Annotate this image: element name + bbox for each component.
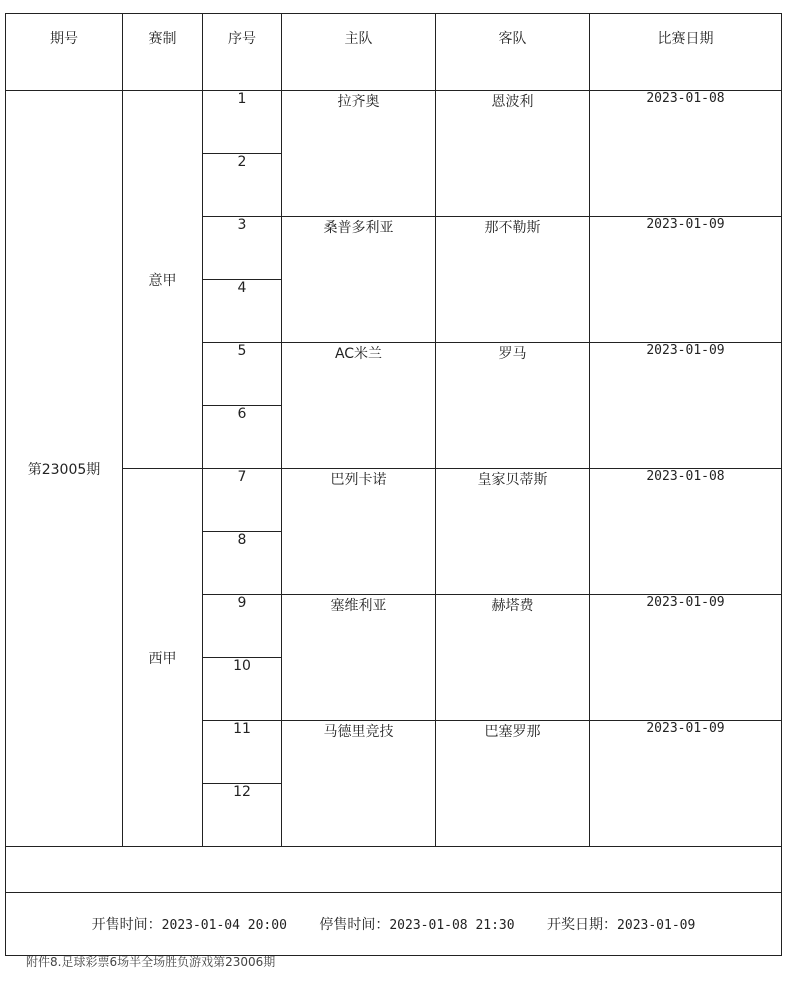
header-away: 客队 (436, 14, 590, 91)
sale-start-value: 2023-01-04 20:00 (161, 918, 287, 933)
header-row (6, 14, 782, 91)
seq-cell: 11 (203, 721, 282, 784)
home-team-cell: AC米兰 (282, 343, 436, 469)
seq-cell: 3 (203, 217, 282, 280)
seq-cell: 4 (203, 280, 282, 343)
header-format: 赛制 (123, 14, 203, 91)
sale-info-cell (6, 893, 782, 956)
attachment-note: 附件8.足球彩票6场半全场胜负游戏第23006期 (26, 955, 276, 969)
seq-cell: 8 (203, 532, 282, 595)
match-date-cell: 2023-01-08 (590, 469, 782, 595)
home-team-cell: 巴列卡诺 (282, 469, 436, 595)
draw-date-label: 开奖日期： (547, 917, 618, 933)
home-team-cell: 塞维利亚 (282, 595, 436, 721)
header-issue: 期号 (6, 14, 123, 91)
seq-cell: 5 (203, 343, 282, 406)
sale-stop-label: 停售时间： (319, 917, 390, 933)
match-schedule-table (5, 13, 782, 956)
league-cell-la-liga: 西甲 (123, 469, 203, 847)
header-home: 主队 (282, 14, 436, 91)
sale-start (92, 914, 287, 934)
match-date-cell: 2023-01-09 (590, 217, 782, 343)
draw-date-value: 2023-01-09 (617, 918, 696, 933)
blank-cell (6, 847, 782, 893)
seq-cell: 2 (203, 154, 282, 217)
draw-date (547, 914, 695, 934)
match-date-cell: 2023-01-09 (590, 343, 782, 469)
seq-cell: 9 (203, 595, 282, 658)
seq-cell: 1 (203, 91, 282, 154)
table-row (6, 91, 782, 154)
table-row (6, 469, 782, 532)
blank-row (6, 847, 782, 893)
seq-cell: 10 (203, 658, 282, 721)
match-date-cell: 2023-01-08 (590, 91, 782, 217)
sale-stop (319, 914, 514, 934)
away-team-cell: 恩波利 (436, 91, 590, 217)
seq-cell: 12 (203, 784, 282, 847)
away-team-cell: 巴塞罗那 (436, 721, 590, 847)
header-date: 比赛日期 (590, 14, 782, 91)
away-team-cell: 皇家贝蒂斯 (436, 469, 590, 595)
away-team-cell: 那不勒斯 (436, 217, 590, 343)
sale-start-label: 开售时间： (91, 917, 162, 933)
match-date-cell: 2023-01-09 (590, 595, 782, 721)
seq-cell: 7 (203, 469, 282, 532)
match-date-cell: 2023-01-09 (590, 721, 782, 847)
issue-cell: 第23005期 (6, 91, 123, 847)
league-cell-serie-a: 意甲 (123, 91, 203, 469)
away-team-cell: 赫塔费 (436, 595, 590, 721)
sale-info-row (6, 893, 782, 956)
sale-stop-value: 2023-01-08 21:30 (389, 918, 515, 933)
seq-cell: 6 (203, 406, 282, 469)
home-team-cell: 马德里竞技 (282, 721, 436, 847)
away-team-cell: 罗马 (436, 343, 590, 469)
header-seq: 序号 (203, 14, 282, 91)
home-team-cell: 拉齐奥 (282, 91, 436, 217)
home-team-cell: 桑普多利亚 (282, 217, 436, 343)
